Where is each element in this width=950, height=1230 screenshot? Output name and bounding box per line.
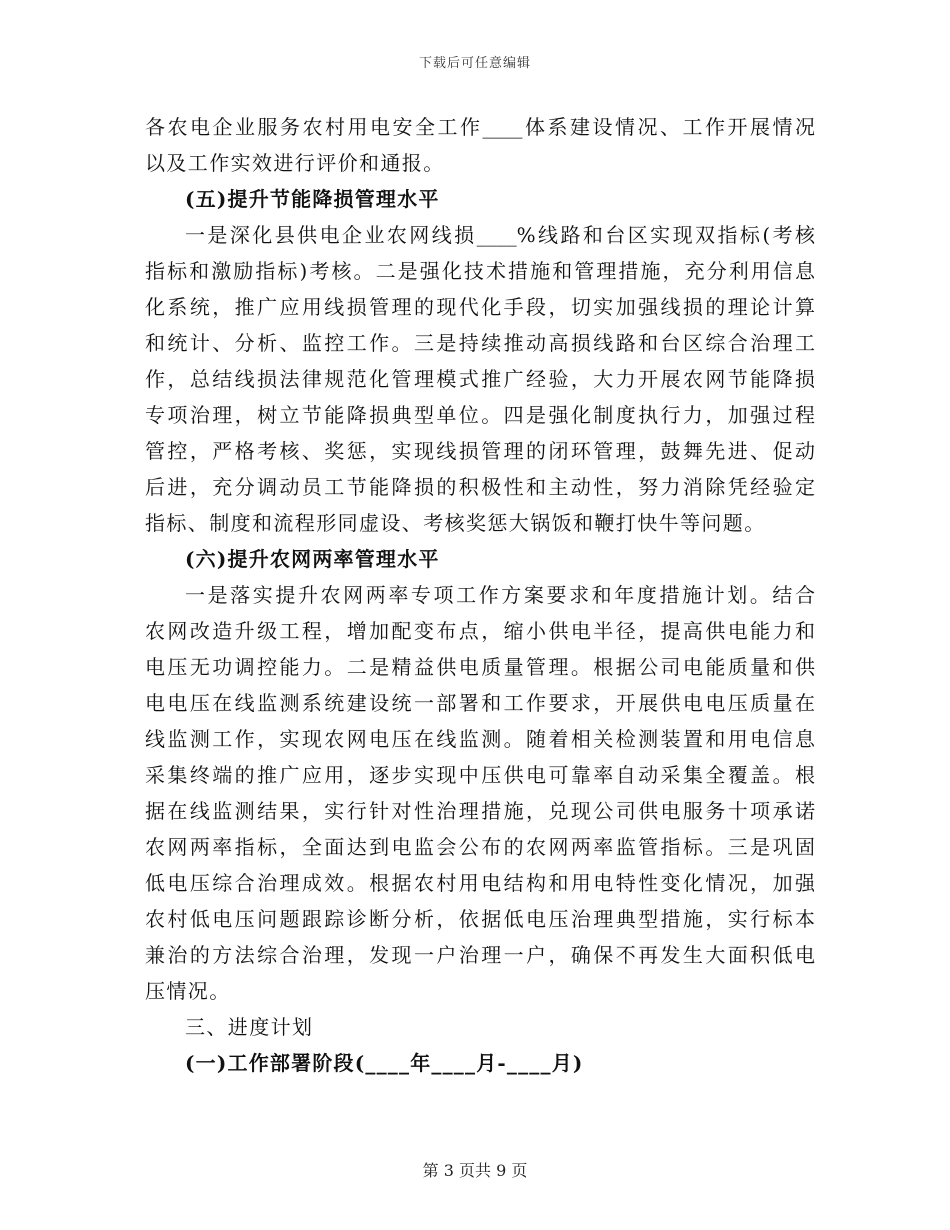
- paragraph-line: 作，总结线损法律规范化管理模式推广经验，大力开展农网节能降损: [145, 367, 815, 391]
- paragraph-line: 管控，严格考核、奖惩，实现线损管理的闭环管理，鼓舞先进、促动: [145, 439, 815, 463]
- paragraph-line: 线监测工作，实现农网电压在线监测。随着相关检测装置和用电信息: [145, 727, 815, 751]
- paragraph-line: 一是落实提升农网两率专项工作方案要求和年度措施计划。结合: [185, 583, 815, 607]
- page-number: 第 3 页共 9 页: [422, 1161, 528, 1180]
- paragraph-line: 专项治理，树立节能降损典型单位。四是强化制度执行力，加强过程: [145, 403, 815, 427]
- paragraph-line: 农网两率指标，全面达到电监会公布的农网两率监管指标。三是巩固: [145, 835, 815, 859]
- paragraph-line: 压情况。: [145, 979, 231, 1003]
- paragraph-line: 指标和激励指标)考核。二是强化技术措施和管理措施，充分利用信息: [145, 259, 815, 283]
- paragraph-line: 指标、制度和流程形同虚设、考核奖惩大锅饭和鞭打快牛等问题。: [145, 511, 766, 535]
- paragraph-line: 和统计、分析、监控工作。三是持续推动高损线路和台区综合治理工: [145, 331, 815, 355]
- section-heading-two-rates: (六)提升农网两率管理水平: [185, 547, 440, 571]
- paragraph-line: 以及工作实效进行评价和通报。: [145, 151, 445, 175]
- paragraph-line: 后进，充分调动员工节能降损的积极性和主动性，努力消除凭经验定: [145, 475, 815, 499]
- paragraph-line: 采集终端的推广应用，逐步实现中压供电可靠率自动采集全覆盖。根: [145, 763, 815, 787]
- paragraph-line: 据在线监测结果，实行针对性治理措施，兑现公司供电服务十项承诺: [145, 799, 815, 823]
- paragraph-line: 兼治的方法综合治理，发现一户治理一户，确保不再发生大面积低电: [145, 943, 815, 967]
- paragraph-line: 电压无功调控能力。二是精益供电质量管理。根据公司电能质量和供: [145, 655, 815, 679]
- paragraph-line: 各农电企业服务农村用电安全工作____体系建设情况、工作开展情况: [145, 115, 815, 139]
- paragraph-line: 农村低电压问题跟踪诊断分析，依据低电压治理典型措施，实行标本: [145, 907, 815, 931]
- page-header-note: 下载后可任意编辑: [418, 56, 531, 71]
- subsection-heading-deployment-phase: (一)工作部署阶段(____年____月-____月): [185, 1051, 584, 1075]
- section-heading-schedule: 三、进度计划: [185, 1015, 314, 1039]
- paragraph-line: 电电压在线监测系统建设统一部署和工作要求，开展供电电压质量在: [145, 691, 815, 715]
- paragraph-line: 低电压综合治理成效。根据农村用电结构和用电特性变化情况，加强: [145, 871, 815, 895]
- paragraph-line: 化系统，推广应用线损管理的现代化手段，切实加强线损的理论计算: [145, 295, 815, 319]
- paragraph-line: 农网改造升级工程，增加配变布点，缩小供电半径，提高供电能力和: [145, 619, 815, 643]
- section-heading-energy-saving: (五)提升节能降损管理水平: [185, 187, 440, 211]
- document-body: [145, 109, 815, 1081]
- paragraph-line: 一是深化县供电企业农网线损____%线路和台区实现双指标(考核: [185, 223, 815, 247]
